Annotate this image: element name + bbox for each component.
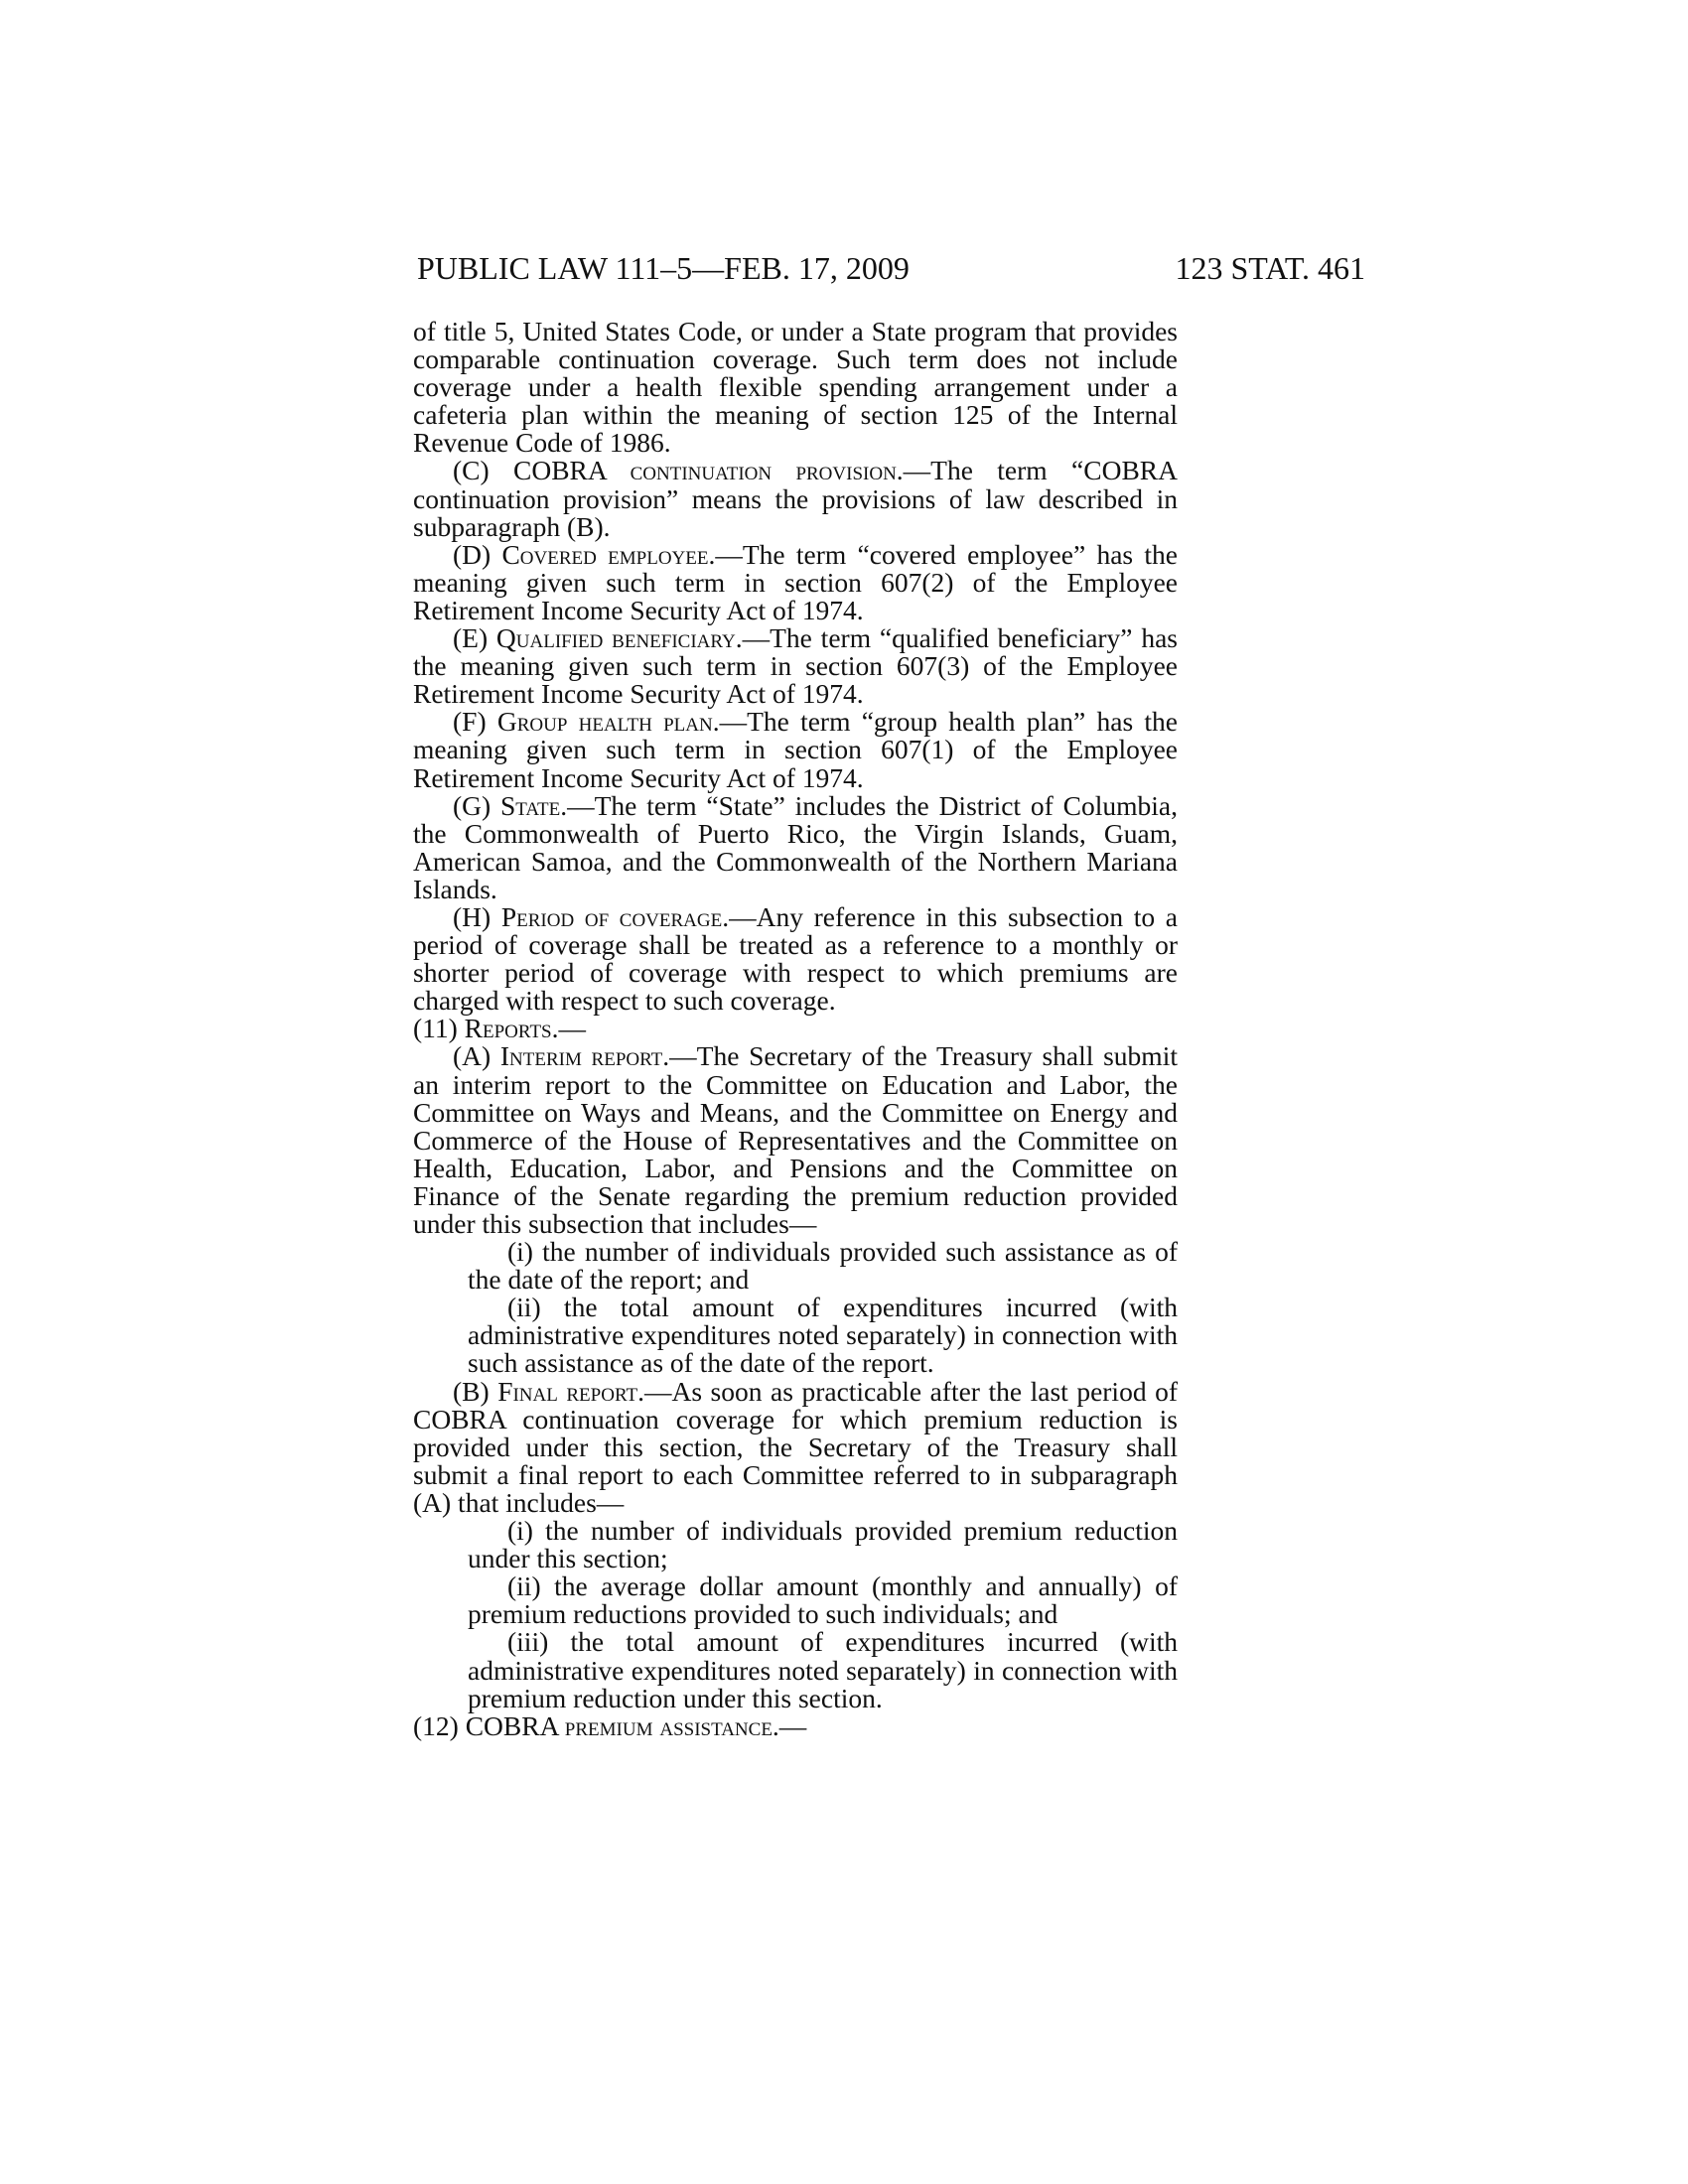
paragraph-text: —The term “group health plan” has the meaning given such term in section 607(1) of the Employee Retirement Income Security Act of 1974.: [413, 706, 1178, 793]
paragraph-text: (iii) the total amount of expenditures incurred (with administrative expenditures noted separately) in connection with premium reduction under this section.: [468, 1626, 1178, 1713]
paragraph-continuation: [413, 318, 1178, 457]
paragraph-text: (ii) the average dollar amount (monthly and annually) of premium reductions provided to such individuals; and: [468, 1570, 1178, 1630]
paragraph-heading: Group health plan.: [496, 706, 720, 738]
paragraph-label: (F): [453, 706, 497, 738]
paragraph-text: —The term “State” includes the District of Columbia, the Commonwealth of Puerto Rico, the Virgin Islands, Guam, American Samoa, and the Commonwealth of the Northern Mariana Islands.: [413, 789, 1178, 904]
clause-A-ii: [413, 1294, 1178, 1377]
paragraph-heading: COBRA continuation provision.: [513, 455, 904, 486]
paragraph-text: —: [558, 1013, 586, 1044]
document-body: [413, 318, 1178, 1740]
paragraph-text: (i) the number of individuals provided such assistance as of the date of the report; and: [468, 1236, 1178, 1296]
paragraph-text: (ii) the total amount of expenditures incurred (with administrative expenditures noted separately) in connection with such assistance as of the date of the report.: [468, 1292, 1178, 1379]
paragraph-label: (C): [453, 455, 514, 486]
paragraph-E: [413, 624, 1178, 708]
paragraph-heading: Covered employee.: [501, 538, 716, 570]
law-citation: PUBLIC LAW 111–5—FEB. 17, 2009: [417, 250, 910, 286]
clause-A-i: [413, 1238, 1178, 1294]
clause-B-i: [413, 1517, 1178, 1572]
paragraph-label: (G): [453, 789, 501, 821]
paragraph-H: [413, 900, 1178, 1017]
paragraph-11-A: [413, 1042, 1178, 1238]
paragraph-text: —The term “COBRA continuation provision” means the provisions of law described in subparagraph (B).: [413, 455, 1178, 542]
paragraph-text: —The term “qualified beneficiary” has the meaning given such term in section 607(3) of the Employee Retirement Income Security Act of 1974.: [413, 622, 1178, 710]
paragraph-heading: COBRA premium assistance.: [465, 1709, 779, 1741]
paragraph-heading: Qualified beneficiary.: [495, 622, 743, 654]
paragraph-text: —: [778, 1709, 807, 1741]
paragraph-text: —The term “covered employee” has the meaning given such term in section 607(2) of the Employee Retirement Income Security Act of 1974.: [413, 538, 1178, 625]
paragraph-text: —As soon as practicable after the last period of COBRA continuation coverage for which premium reduction is provided under this section, the Secretary of the Treasury shall submit a final report to each Committee referred to in subparagraph (A) that includes—: [413, 1375, 1178, 1518]
page-header: [417, 246, 1365, 290]
paragraph-C: [413, 457, 1178, 540]
paragraph-heading: Period of coverage.: [500, 900, 730, 932]
paragraph-label: (B): [453, 1375, 498, 1407]
paragraph-11: [413, 1015, 1178, 1042]
clause-B-ii: [413, 1572, 1178, 1628]
paragraph-label: (A): [453, 1040, 500, 1072]
paragraph-label: (E): [453, 622, 496, 654]
paragraph-text: (i) the number of individuals provided premium reduction under this section;: [468, 1515, 1178, 1574]
paragraph-label: (H): [453, 900, 501, 932]
clause-B-iii: [413, 1628, 1178, 1711]
paragraph-label: (12): [413, 1709, 466, 1741]
paragraph-12: [413, 1709, 1178, 1741]
paragraph-text: —The Secretary of the Treasury shall submit an interim report to the Committee on Education and Labor, the Committee on Ways and Means, and the Committee on Energy and Commerce of the House of Representatives and the Committee on Health, Education, Labor, and Pensions and the Committee on Finance of the Senate regarding the premium reduction provided under this subsection that includes—: [413, 1040, 1178, 1239]
paragraph-D: [413, 538, 1178, 625]
paragraph-text: of title 5, United States Code, or under a State program that provides comparable continuation coverage. Such term does not include coverage under a health flexible spending arrangement under a cafeteria plan within the meaning of section 125 of the Internal Revenue Code of 1986.: [413, 316, 1178, 459]
paragraph-G: [413, 789, 1178, 904]
statute-page-number: 123 STAT. 461: [1175, 250, 1365, 286]
paragraph-text: —Any reference in this subsection to a period of coverage shall be treated as a reference to a monthly or shorter period of coverage with respect to which premiums are charged with respect to such coverage.: [413, 900, 1178, 1017]
paragraph-heading: State.: [500, 789, 568, 821]
paragraph-heading: Reports.: [464, 1013, 559, 1044]
paragraph-label: (11): [413, 1013, 465, 1044]
paragraph-F: [413, 708, 1178, 791]
paragraph-heading: Final report.: [497, 1375, 644, 1407]
paragraph-11-B: [413, 1375, 1178, 1518]
paragraph-label: (D): [453, 538, 502, 570]
paragraph-heading: Interim report.: [499, 1040, 670, 1072]
